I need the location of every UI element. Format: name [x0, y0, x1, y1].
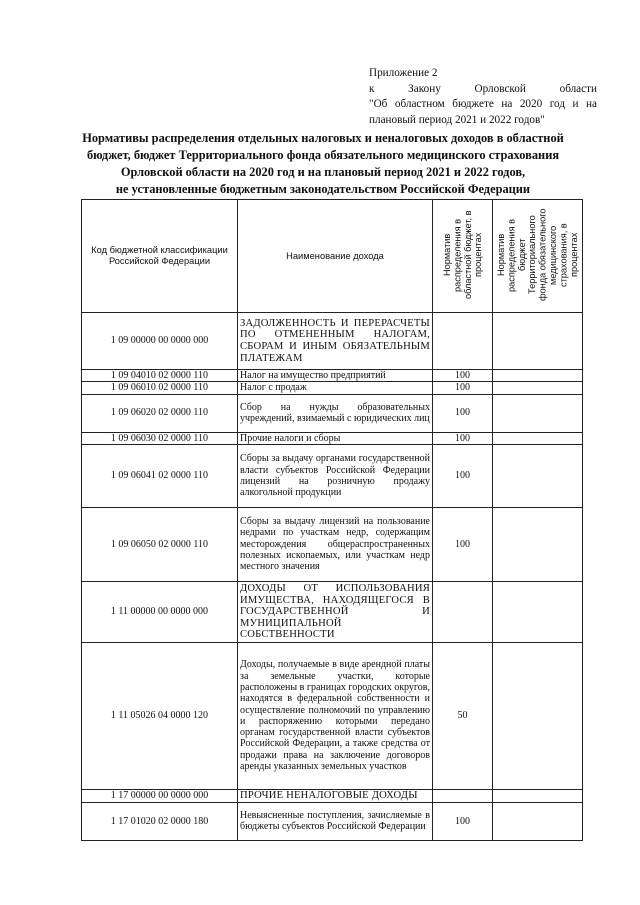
row-code: 1 09 06010 02 0000 110: [82, 382, 238, 394]
row-code: 1 17 01020 02 0000 180: [82, 802, 238, 840]
normatives-table: [81, 199, 583, 841]
table-row: [82, 370, 583, 382]
title-line: Нормативы распределения отдельных налоговых и неналоговых доходов в областной: [82, 131, 564, 145]
row-name: Сборы за выдачу лицензий на пользование недрами по участкам недр, содержащим месторождения общераспространенных полезных ископаемых, или участкам недр местного значения: [238, 507, 433, 581]
header-regional-text: Норматив распределения в областной бюджет, в процентах: [441, 210, 483, 299]
row-name: Сбор на нужды образовательных учреждений, взимаемый с юридических лиц: [238, 394, 433, 432]
row-regional: [433, 313, 493, 370]
row-fund: [493, 789, 583, 802]
row-regional: 100: [433, 432, 493, 444]
row-name: Налог на имущество предприятий: [238, 370, 433, 382]
header-regional: [433, 200, 493, 313]
header-fund: [493, 200, 583, 313]
row-code: 1 09 06020 02 0000 110: [82, 394, 238, 432]
row-code: 1 09 04010 02 0000 110: [82, 370, 238, 382]
row-code: 1 17 00000 00 0000 000: [82, 789, 238, 802]
row-fund: [493, 394, 583, 432]
header-code: Код бюджетной классификации Российской Федерации: [82, 200, 238, 313]
row-code: 1 09 06030 02 0000 110: [82, 432, 238, 444]
table-row: [82, 444, 583, 507]
row-fund: [493, 370, 583, 382]
row-regional: [433, 581, 493, 642]
appendix-header: [369, 66, 597, 128]
document-title: [78, 130, 568, 198]
row-fund: [493, 802, 583, 840]
appendix-law-title-1: "Об областном бюджете на 2020 год и на: [369, 98, 597, 110]
row-code: 1 09 06050 02 0000 110: [82, 507, 238, 581]
row-fund: [493, 382, 583, 394]
table-row: [82, 394, 583, 432]
row-fund: [493, 581, 583, 642]
table-header-row: [82, 200, 583, 313]
row-regional: 100: [433, 507, 493, 581]
row-name: Прочие налоги и сборы: [238, 432, 433, 444]
table-row: [82, 432, 583, 444]
row-code: 1 11 00000 00 0000 000: [82, 581, 238, 642]
row-regional: 100: [433, 370, 493, 382]
header-fund-text: Норматив распределения в бюджет Территориального фонда обязательного медицинского страхования, в процентах: [495, 208, 579, 301]
row-code: 1 09 00000 00 0000 000: [82, 313, 238, 370]
row-code: 1 11 05026 04 0000 120: [82, 642, 238, 789]
table-row: [82, 507, 583, 581]
title-line: бюджет, бюджет Территориального фонда обязательного медицинского страхования: [86, 148, 560, 162]
row-name: ДОХОДЫ ОТ ИСПОЛЬЗОВАНИЯ ИМУЩЕСТВА, НАХОДЯЩЕГОСЯ В ГОСУДАРСТВЕННОЙ И МУНИЦИПАЛЬНОЙ СОБСТВЕННОСТИ: [238, 581, 433, 642]
row-regional: 50: [433, 642, 493, 789]
appendix-law-title-2: плановый период 2021 и 2022 годов": [369, 113, 545, 126]
title-line: Орловской области на 2020 год и на плановый период 2021 и 2022 годов,: [120, 165, 526, 179]
row-fund: [493, 507, 583, 581]
table-row: [82, 789, 583, 802]
header-name: Наименование дохода: [238, 200, 433, 313]
table-row: [82, 382, 583, 394]
row-name: Налог с продаж: [238, 382, 433, 394]
row-fund: [493, 313, 583, 370]
row-fund: [493, 432, 583, 444]
row-name: Невыясненные поступления, зачисляемые в бюджеты субъектов Российской Федерации: [238, 802, 433, 840]
row-name: ПРОЧИЕ НЕНАЛОГОВЫЕ ДОХОДЫ: [238, 789, 433, 802]
table-row: [82, 313, 583, 370]
table-row: [82, 642, 583, 789]
table-row: [82, 802, 583, 840]
title-line: не установленные бюджетным законодательством Российской Федерации: [115, 182, 531, 196]
row-name: ЗАДОЛЖЕННОСТЬ И ПЕРЕРАСЧЕТЫ ПО ОТМЕНЕННЫМ НАЛОГАМ, СБОРАМ И ИНЫМ ОБЯЗАТЕЛЬНЫМ ПЛАТЕЖАМ: [238, 313, 433, 370]
row-regional: 100: [433, 382, 493, 394]
row-regional: 100: [433, 444, 493, 507]
row-code: 1 09 06041 02 0000 110: [82, 444, 238, 507]
row-fund: [493, 444, 583, 507]
appendix-law-ref: к Закону Орловской области: [369, 82, 597, 95]
row-regional: [433, 789, 493, 802]
table-row: [82, 581, 583, 642]
row-name: Сборы за выдачу органами государственной власти субъектов Российской Федерации лицензий на розничную продажу алкогольной продукции: [238, 444, 433, 507]
row-regional: 100: [433, 802, 493, 840]
appendix-number: Приложение 2: [369, 67, 438, 79]
row-name: Доходы, получаемые в виде арендной платы за земельные участки, которые расположены в границах городских округов, находятся в федеральной собственности и осуществление полномочий по управлению и распоряжению которыми передано органам государственной власти субъектов Российской Федерации, а также средства от продажи права на заключение договоров аренды указанных земельных участков: [238, 642, 433, 789]
row-fund: [493, 642, 583, 789]
row-regional: 100: [433, 394, 493, 432]
